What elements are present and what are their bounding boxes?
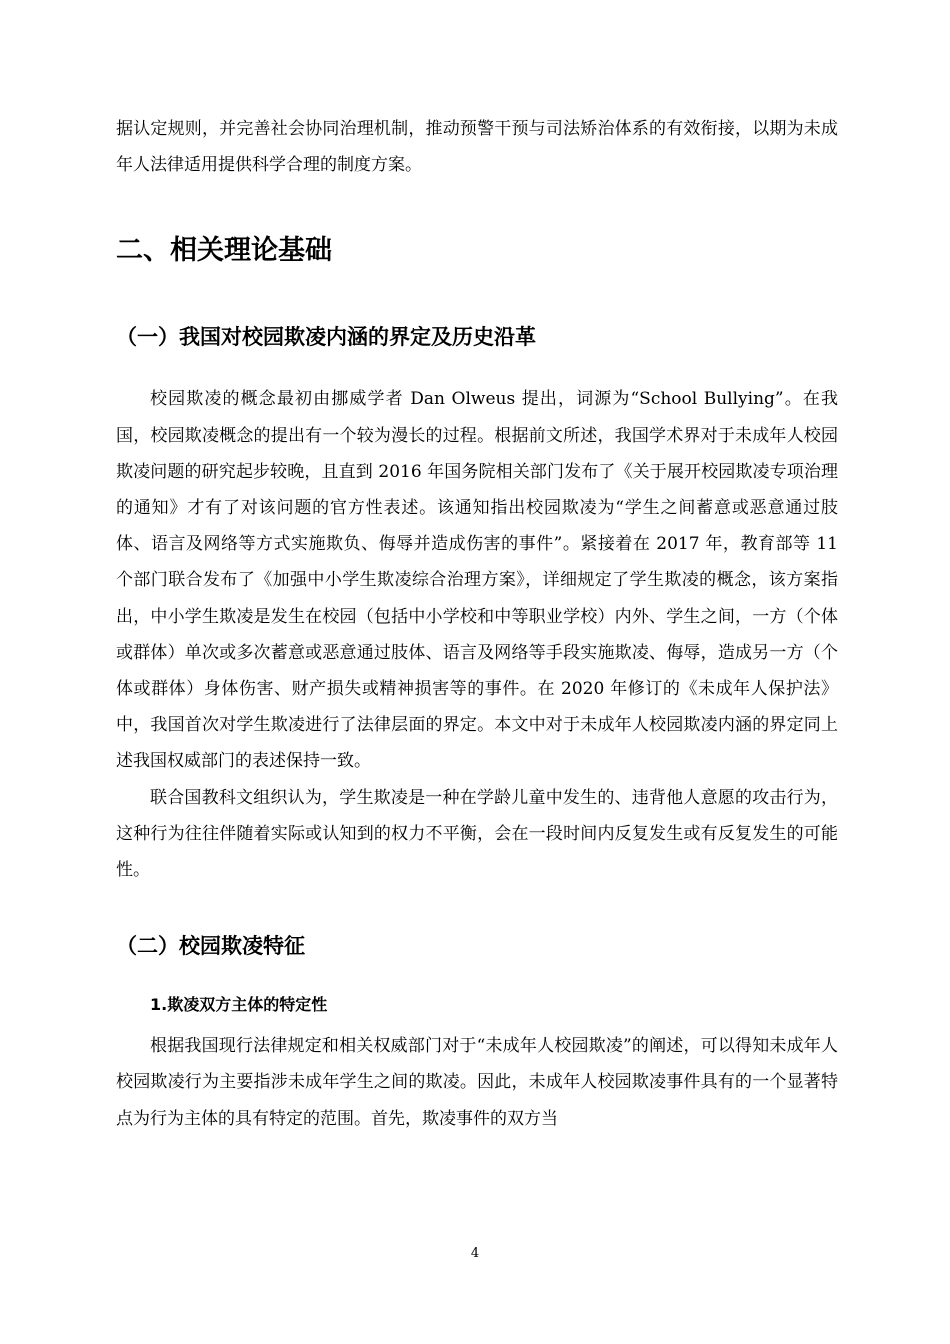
item-1-title: 1.欺凌双方主体的特定性 xyxy=(150,995,328,1015)
document-page xyxy=(116,111,838,1137)
body-paragraph: 校园欺凌的概念最初由挪威学者 Dan Olweus 提出，词源为“School Bullying”。在我国，校园欺凌概念的提出有一个较为漫长的过程。根据前文所述，我国学术界对于未成年人校园欺凌问题的研究起步较晚，且直到 2016 年国务院相关部门发布了《关于展开校园欺凌专项治理的通知》才有了对该问题的官方性表述。该通知指出校园欺凌为“学生之间蓄意或恶意通过肢体、语言及网络等方式实施欺负、侮辱并造成伤害的事件”。紧接着在 2017 年，教育部等 11 个部门联合发布了《加强中小学生欺凌综合治理方案》，详细规定了学生欺凌的概念，该方案指出，中小学生欺凌是发生在校园（包括中小学校和中等职业学校）内外、学生之间，一方（个体或群体）单次或多次蓄意或恶意通过肢体、语言及网络等手段实施欺凌、侮辱，造成另一方（个体或群体）身体伤害、财产损失或精神损害等的事件。在 2020 年修订的《未成年人保护法》中，我国首次对学生欺凌进行了法律层面的界定。本文中对于未成年人校园欺凌内涵的界定同上述我国权威部门的表述保持一致。 xyxy=(116,389,838,772)
body-paragraph: 根据我国现行法律规定和相关权威部门对于“未成年人校园欺凌”的阐述，可以得知未成年人校园欺凌行为主要指涉未成年学生之间的欺凌。因此，未成年人校园欺凌事件具有的一个显著特点为行为主体的具有特定的范围。首先，欺凌事件的双方当 xyxy=(116,1036,838,1129)
page-number: 4 xyxy=(470,1246,480,1261)
subsection-1-title: （一）我国对校园欺凌内涵的界定及历史沿革 xyxy=(116,325,536,350)
body-paragraph: 联合国教科文组织认为，学生欺凌是一种在学龄儿童中发生的、违背他人意愿的攻击行为，这种行为往往伴随着实际或认知到的权力不平衡，会在一段时间内反复发生或有反复发生的可能性。 xyxy=(116,787,838,881)
subsection-2-title: （二）校园欺凌特征 xyxy=(116,934,305,959)
intro-paragraph: 据认定规则，并完善社会协同治理机制，推动预警干预与司法矫治体系的有效衔接，以期为未成年人法律适用提供科学合理的制度方案。 xyxy=(116,119,838,176)
section-title: 二、相关理论基础 xyxy=(116,235,332,267)
